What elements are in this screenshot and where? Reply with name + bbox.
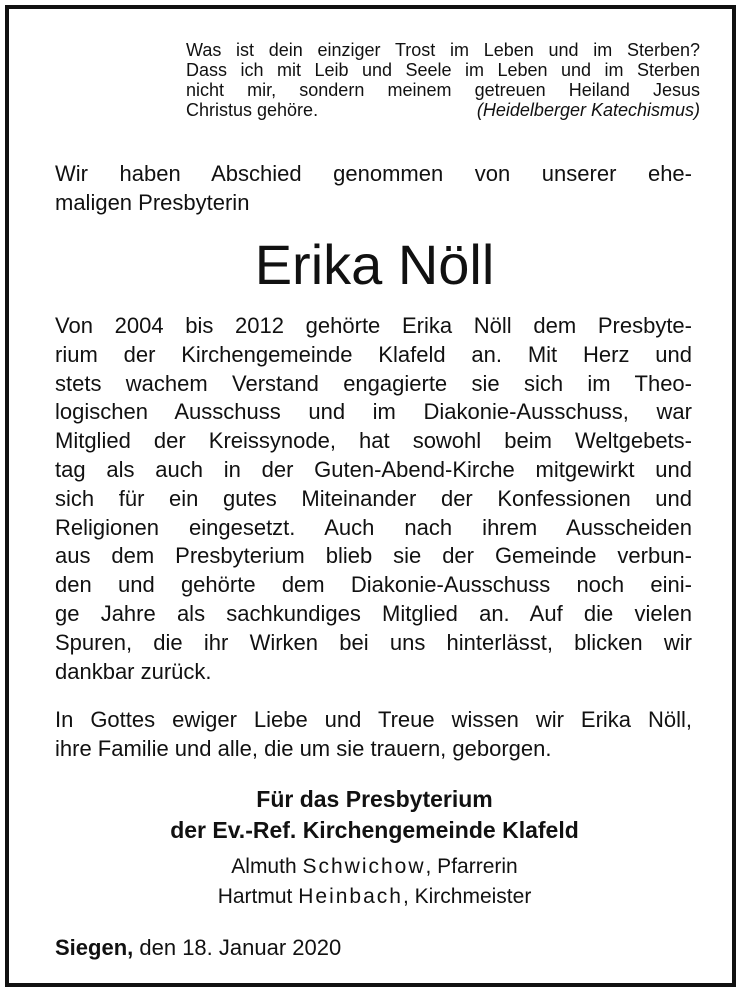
motto-last-line xyxy=(186,100,700,120)
tribute-line: tag als auch in der Guten-Abend-Kirche mitgewirkt und xyxy=(55,456,692,482)
intro-text xyxy=(55,160,692,218)
tribute-line: Von 2004 bis 2012 gehörte Erika Nöll dem Presbyte- xyxy=(55,313,692,338)
motto-source: (Heidelberger Katechismus) xyxy=(476,100,700,120)
signatory-person-1 xyxy=(0,855,749,879)
signatory-person-2 xyxy=(0,885,749,909)
place-date xyxy=(55,935,341,961)
person-role: , Kirchmeister xyxy=(402,885,532,908)
tribute-line: logischen Ausschuss und im Diakonie-Ausschuss, war xyxy=(55,399,692,425)
intro-line: Wir haben Abschied genommen von unserer ehe- xyxy=(55,161,692,186)
motto-line: nicht mir, sondern meinem getreuen Heiland Jesus xyxy=(186,80,700,100)
closing-line: In Gottes ewiger Liebe und Treue wissen wir Erika Nöll, xyxy=(55,707,692,732)
tribute-paragraph xyxy=(55,312,692,686)
tribute-line: Religionen eingesetzt. Auch nach ihrem Ausscheiden xyxy=(55,514,692,540)
motto-line: Christus gehöre. xyxy=(186,100,319,120)
tribute-line: sich für ein gutes Miteinander der Konfessionen und xyxy=(55,485,692,511)
closing-paragraph xyxy=(55,706,692,764)
tribute-line: den und gehörte dem Diakonie-Ausschuss noch eini- xyxy=(55,572,692,598)
date: den 18. Januar 2020 xyxy=(139,935,342,960)
place: Siegen, xyxy=(55,935,134,960)
person-first-name: Hartmut xyxy=(217,885,293,908)
tribute-line: Spuren, die ihr Wirken bei uns hinterlässt, blicken wir xyxy=(55,629,692,655)
person-role: , Pfarrerin xyxy=(425,855,518,878)
deceased-name: Erika Nöll xyxy=(254,233,495,296)
motto-line: Was ist dein einziger Trost im Leben und im Sterben? xyxy=(186,40,700,60)
tribute-line: rium der Kirchengemeinde Klafeld an. Mit Herz und xyxy=(55,341,692,367)
person-first-name: Almuth xyxy=(231,855,297,878)
tribute-line: Mitglied der Kreissynode, hat sowohl beim Weltgebets- xyxy=(55,428,692,454)
signatory-heading-1: Für das Presbyterium xyxy=(256,786,493,812)
tribute-line: dankbar zurück. xyxy=(55,658,212,684)
closing-line: ihre Familie und alle, die um sie trauern, geborgen. xyxy=(55,735,552,761)
intro-line: maligen Presbyterin xyxy=(55,189,250,215)
motto-quote xyxy=(186,40,700,120)
tribute-line: stets wachem Verstand engagierte sie sich im Theo- xyxy=(55,370,692,396)
tribute-line: aus dem Presbyterium blieb sie der Gemeinde verbun- xyxy=(55,543,692,569)
person-last-name: Heinbach xyxy=(298,885,403,908)
motto-line: Dass ich mit Leib und Seele im Leben und im Sterben xyxy=(186,60,700,80)
signatory-heading-2: der Ev.-Ref. Kirchengemeinde Klafeld xyxy=(170,817,579,843)
person-last-name: Schwichow xyxy=(302,855,426,878)
tribute-line: ge Jahre als sachkundiges Mitglied an. Auf die vielen xyxy=(55,600,692,626)
